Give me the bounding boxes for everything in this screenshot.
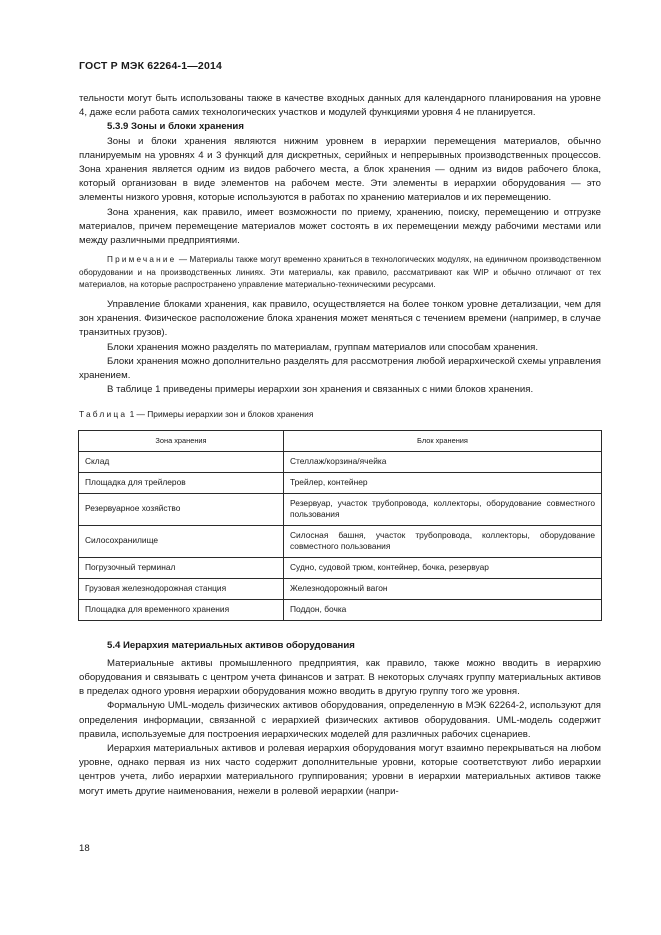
table-row — [79, 578, 602, 599]
storage-hierarchy-table — [78, 430, 602, 621]
note-text: — Материалы также могут временно храниться в технологических модулях, на единичном производственном оборудовании и на производственных линиях. Эти материалы, как правило, рассматривают как WIP и обычно отличают от тех материалов, на которые распространено управление материально-техническими ресурсами. — [79, 255, 601, 290]
paragraph-storage-zone-capabilities: Зона хранения, как правило, имеет возможности по приему, хранению, поиску, перемещению и отгрузке материалов, причем перемещение материалов может состоять в их перемещении между рабочими местами или между различными предприятиями. — [79, 206, 601, 247]
paragraph-storage-units-management: Управление блоками хранения, как правило, осуществляется на более тонком уровне детализации, чем для зон хранения. Физическое расположение блока хранения может меняться с течением времени (например, в случае транзитных грузов). — [79, 299, 601, 339]
table-caption — [79, 407, 601, 421]
page-number: 18 — [79, 843, 90, 854]
section-title: 5.4 Иерархия материальных активов оборудования — [107, 639, 355, 651]
subsection-title: 5.3.9 Зоны и блоки хранения — [107, 121, 244, 133]
table-cell-zone: Площадка для временного хранения — [79, 599, 284, 620]
paragraph-hierarchy-overlap: Иерархия материальных активов и ролевая иерархия оборудования могут взаимно перекрываться на любом уровне, однако первая из них часто содержит дополнительные уровни, которые соответствуют либо иерархии центров учета, либо иерархии материального группирования; уровни в иерархии материальных активов также могут иметь другие наименования, нежели в ролевой иерархии (напри- — [79, 743, 601, 797]
table-cell-unit: Поддон, бочка — [284, 599, 602, 620]
paragraph-storage-units-split: Блоки хранения можно разделять по материалам, группам материалов или способам хранения. — [107, 341, 538, 353]
page-content — [79, 92, 601, 799]
table-cell-unit: Резервуар, участок трубопровода, коллекторы, оборудование совместного пользования — [284, 493, 602, 525]
paragraph-storage-units-hierarchy: Блоки хранения можно дополнительно разделять для рассмотрения любой иерархической схемы управления хранением. — [79, 355, 601, 382]
table-row — [79, 557, 602, 578]
paragraph-storage-zones: Зоны и блоки хранения являются нижним уровнем в иерархии перемещения материалов, обычно планируемым на уровнях 4 и 3 функций для дискретных, серийных и непрерывных производственных процессов. Зона хранения является одним из видов рабочего места, а блок хранения — одним из видов рабочего блока, который организован в виде элементов на рабочем месте. Эти элементы в иерархии оборудования — это элементы низкого уровня, которые используются в работах по хранению материалов и их перемещению. — [79, 135, 601, 204]
table-row — [79, 451, 602, 472]
table-caption-text: 1 — Примеры иерархии зон и блоков хранения — [127, 409, 314, 420]
table-header-row — [79, 430, 602, 451]
table-cell-unit: Силосная башня, участок трубопровода, коллекторы, оборудование совместного пользования — [284, 525, 602, 557]
table-cell-unit: Трейлер, контейнер — [284, 472, 602, 493]
table-cell-unit: Стеллаж/корзина/ячейка — [284, 451, 602, 472]
table-row — [79, 472, 602, 493]
table-cell-unit: Железнодорожный вагон — [284, 578, 602, 599]
paragraph-material-assets: Материальные активы промышленного предприятия, как правило, также можно вводить в иерархию оборудования и связывать с центром учета финансов и затрат. В некоторых случаях группу материальных активов в пределах одного уровня иерархии оборудования можно вводить в другую группу того же уровня. — [79, 657, 601, 698]
paragraph-uml-model: Формальную UML-модель физических активов оборудования, определенную в МЭК 62264-2, используют для определения информации, связанной с иерархией физических активов оборудования. UML-модель содержит правила, используемые для построения иерархических моделей для различных рабочих сценариев. — [79, 700, 601, 740]
paragraph-continuation: тельности могут быть использованы также в качестве входных данных для календарного планирования на уровне 4, даже если работа самих технологических участков и модулей функциями уровня 4 не планируется. — [79, 93, 601, 119]
table-row — [79, 493, 602, 525]
table-cell-zone: Силосохранилище — [79, 525, 284, 557]
header-storage-zone: Зона хранения — [79, 430, 284, 451]
table-cell-zone: Площадка для трейлеров — [79, 472, 284, 493]
table-caption-label: Таблица — [79, 409, 128, 420]
header-storage-unit: Блок хранения — [284, 430, 602, 451]
paragraph-table-reference: В таблице 1 приведены примеры иерархии зон хранения и связанных с ними блоков хранения. — [107, 384, 534, 396]
standard-header: ГОСТ Р МЭК 62264-1—2014 — [79, 60, 223, 72]
table-row — [79, 599, 602, 620]
note — [79, 254, 601, 292]
table-cell-zone: Погрузочный терминал — [79, 557, 284, 578]
note-label: Примечание — [107, 255, 177, 265]
table-row — [79, 525, 602, 557]
table-cell-zone: Резервуарное хозяйство — [79, 493, 284, 525]
table-cell-zone: Грузовая железнодорожная станция — [79, 578, 284, 599]
table-cell-zone: Склад — [79, 451, 284, 472]
table-cell-unit: Судно, судовой трюм, контейнер, бочка, резервуар — [284, 557, 602, 578]
